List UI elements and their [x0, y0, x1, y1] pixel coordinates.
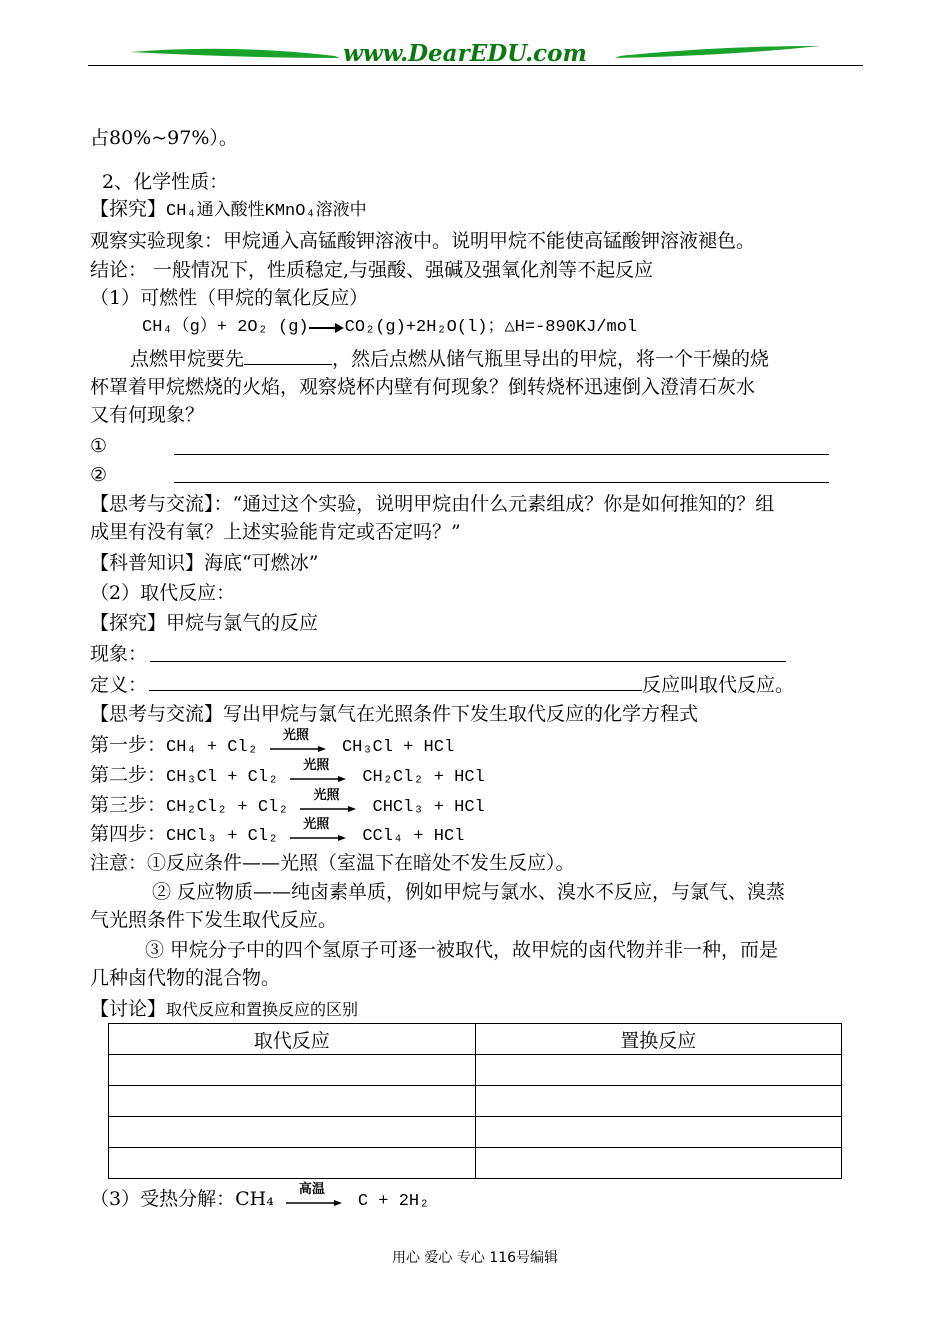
- decomposition-equation: （3）受热分解：CH₄ 高温 C + 2H₂: [90, 1182, 430, 1211]
- logo-text: www.DearEDU.com: [343, 40, 587, 67]
- note-line: 气光照条件下发生取代反应。: [90, 909, 338, 931]
- answer-line-2: ②: [90, 464, 108, 486]
- table-cell[interactable]: [109, 1055, 476, 1086]
- table-cell[interactable]: [475, 1086, 842, 1117]
- text-line: 成里有没有氧？上述实验能肯定或否定吗？”: [90, 521, 461, 543]
- answer-blank-1[interactable]: [174, 454, 829, 455]
- table-row: [109, 1148, 842, 1179]
- reaction-step-4: 第四步：CHCl₃ + Cl₂ 光照 CCl₄ + HCl: [90, 817, 465, 846]
- table-row: [109, 1117, 842, 1148]
- page-footer: 用心 爱心 专心 116号编辑: [391, 1250, 559, 1266]
- table-row: [109, 1086, 842, 1117]
- section-heading: 2、化学性质：: [102, 171, 229, 193]
- text-line: 【科普知识】海底“可燃冰”: [90, 552, 319, 574]
- note-line: ② 反应物质——纯卤素单质，例如甲烷与氯水、溴水不反应，与氯气、溴蒸: [152, 881, 786, 903]
- text-line: 占80%~97%）。: [90, 127, 238, 149]
- answer-line-1: ①: [90, 435, 108, 457]
- equation-combustion: CH₄（g）+ 2O₂ (g) CO₂(g)+2H₂O(l)；△H=-890KJ/mol: [142, 318, 638, 337]
- answer-blank-2[interactable]: [174, 482, 829, 483]
- table-cell[interactable]: [109, 1148, 476, 1179]
- light-arrow-icon: 光照: [290, 765, 348, 787]
- phenomenon-line: 现象：: [90, 643, 148, 665]
- arrow-icon: [309, 320, 345, 334]
- text-line: 点燃甲烷要先 ，然后点燃从储气瓶里导出的甲烷，将一个干燥的烧: [130, 348, 770, 370]
- header-rule: [88, 65, 863, 66]
- reaction-step-1: 第一步：CH₄ + Cl₂ 光照 CH₃Cl + HCl: [90, 728, 455, 757]
- section-heading: （1）可燃性（甲烷的氧化反应）: [90, 287, 369, 309]
- note-line: 几种卤代物的混合物。: [90, 967, 281, 989]
- text-line: 结论： 一般情况下，性质稳定,与强酸、强碱及强氧化剂等不起反应: [90, 259, 654, 281]
- high-temp-arrow-icon: 高温: [286, 1189, 344, 1211]
- table-header-replacement: 置换反应: [475, 1024, 842, 1055]
- light-arrow-icon: 光照: [290, 824, 348, 846]
- light-arrow-icon: 光照: [270, 735, 328, 757]
- table-cell[interactable]: [475, 1055, 842, 1086]
- reaction-step-3: 第三步：CH₂Cl₂ + Cl₂ 光照 CHCl₃ + HCl: [90, 788, 485, 817]
- text-line: 观察实验现象：甲烷通入高锰酸钾溶液中。说明甲烷不能使高锰酸钾溶液褪色。: [90, 230, 756, 252]
- light-arrow-icon: 光照: [300, 795, 358, 817]
- table-row: [109, 1055, 842, 1086]
- reaction-step-2: 第二步：CH₃Cl + Cl₂ 光照 CH₂Cl₂ + HCl: [90, 758, 485, 787]
- phenomenon-blank[interactable]: [150, 661, 786, 662]
- section-heading: （2）取代反应：: [90, 582, 236, 604]
- definition-blank[interactable]: [149, 672, 642, 691]
- text-line: 【探究】CH₄通入酸性KMnO₄溶液中: [90, 198, 367, 221]
- text-line: 【思考与交流】：“通过这个实验，说明甲烷由什么元素组成？你是如何推知的？组: [90, 493, 775, 515]
- fill-blank[interactable]: [244, 346, 332, 365]
- note-line: ③ 甲烷分子中的四个氢原子可逐一被取代，故甲烷的卤代物并非一种，而是: [145, 939, 779, 961]
- table-cell[interactable]: [109, 1086, 476, 1117]
- table-cell[interactable]: [109, 1117, 476, 1148]
- table-cell[interactable]: [475, 1117, 842, 1148]
- text-line: 【思考与交流】写出甲烷与氯气在光照条件下发生取代反应的化学方程式: [90, 703, 699, 725]
- text-line: 又有何现象？: [90, 404, 205, 426]
- definition-line: 定义： 反应叫取代反应。: [90, 674, 795, 696]
- header-logo: [125, 38, 825, 68]
- text-line: 【探究】甲烷与氯气的反应: [90, 612, 319, 634]
- table-header-substitution: 取代反应: [109, 1024, 476, 1055]
- table-cell[interactable]: [475, 1148, 842, 1179]
- comparison-table: [108, 1023, 842, 1179]
- discussion-title: 【讨论】取代反应和置换反应的区别: [90, 998, 359, 1020]
- text-line: 杯罩着甲烷燃烧的火焰，观察烧杯内壁有何现象？倒转烧杯迅速倒入澄清石灰水: [90, 376, 756, 398]
- note-line: 注意：①反应条件——光照（室温下在暗处不发生反应）。: [90, 852, 575, 874]
